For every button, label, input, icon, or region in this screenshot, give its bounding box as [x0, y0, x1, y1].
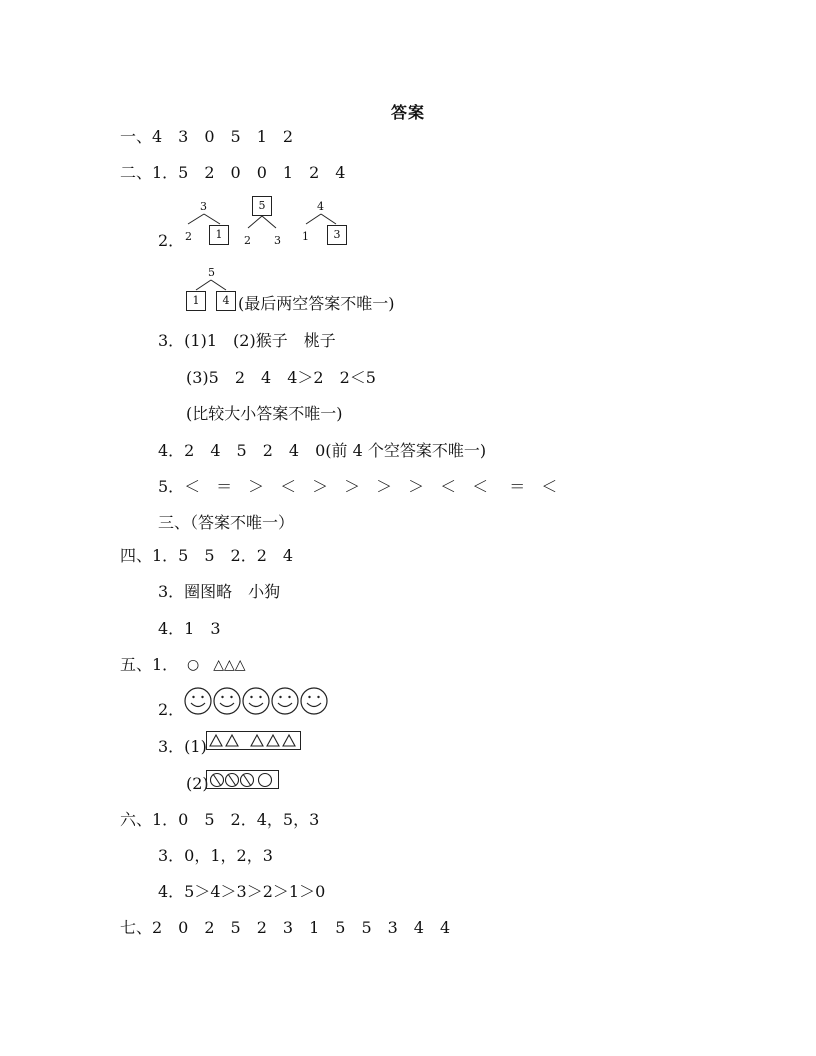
- answer-section-5-item-3-sub-2-label: (2): [186, 774, 209, 793]
- tree-1-right-box: 1: [209, 225, 229, 245]
- triangle-icon: [251, 735, 263, 746]
- answer-section-1: 一、4 3 0 5 1 2: [120, 127, 294, 146]
- triangle-icon: [283, 735, 295, 746]
- answer-section-2-item-3a: 3．(1)1 (2)猴子 桃子: [158, 331, 336, 350]
- answer-section-4-item-3: 3．圈图略 小狗: [158, 582, 281, 601]
- answer-section-4-item-1: 四、1．5 5 2．2 4: [120, 546, 294, 565]
- smiley-face-icon: [243, 688, 269, 714]
- tree-4-top: 5: [208, 266, 215, 279]
- tree-2-right: 3: [274, 234, 281, 247]
- triangle-icon: [226, 735, 238, 746]
- triangle-icon: [210, 735, 222, 746]
- answer-section-2-item-3c: (比较大小答案不唯一): [186, 404, 343, 423]
- answer-section-2-item-3b: (3)5 2 4 4＞2 2＜5: [186, 368, 376, 387]
- circle-group-box: [206, 770, 282, 792]
- tree-3-left: 1: [302, 230, 309, 243]
- answer-section-2-item-2-note: (最后两空答案不唯一): [238, 294, 395, 313]
- answer-section-2-item-5: 5．＜ ＝ ＞ ＜ ＞ ＞ ＞ ＞ ＜ ＜ ＝ ＜: [158, 477, 558, 496]
- tree-3-right-box: 3: [327, 225, 347, 245]
- tree-1-left: 2: [185, 230, 192, 243]
- answer-section-2-item-2-label: 2．: [158, 231, 185, 250]
- tree-2-branches: [240, 216, 300, 236]
- answer-section-4-item-4: 4．1 3: [158, 619, 221, 638]
- answer-section-6-item-4: 4．5＞4＞3＞2＞1＞0: [158, 882, 326, 901]
- tree-2-top-box: 5: [252, 196, 272, 216]
- answer-section-5-item-2-label: 2．: [158, 700, 185, 719]
- smiley-faces-row: [184, 686, 334, 718]
- tree-3-top: 4: [317, 200, 324, 213]
- answer-section-2-item-1: 二、1．5 2 0 0 1 2 4: [120, 163, 346, 182]
- tree-1-top: 3: [200, 200, 207, 213]
- answer-section-2-item-4: 4．2 4 5 2 4 0(前 4 个空答案不唯一): [158, 441, 487, 460]
- smiley-face-icon: [301, 688, 327, 714]
- tree-4-right-box: 4: [216, 291, 236, 311]
- answer-section-5-item-3-label: 3．(1): [158, 737, 207, 756]
- answer-section-7: 七、2 0 2 5 2 3 1 5 5 3 4 4: [120, 918, 451, 937]
- smiley-face-icon: [185, 688, 211, 714]
- triangle-icon: [267, 735, 279, 746]
- page-title: 答案: [390, 103, 425, 122]
- tree-2-left: 2: [244, 234, 251, 247]
- answer-section-5-item-1-label: 五、1．: [120, 655, 179, 674]
- tree-4-left-box: 1: [186, 291, 206, 311]
- triangle-group-box: [206, 731, 302, 753]
- smiley-face-icon: [272, 688, 298, 714]
- circle-icon: [259, 774, 272, 787]
- answer-section-6-item-1: 六、1．0 5 2．4，5，3: [120, 810, 320, 829]
- answer-section-3: 三、（答案不唯一）: [158, 513, 295, 532]
- answer-section-6-item-3: 3．0，1，2，3: [158, 846, 273, 865]
- smiley-face-icon: [214, 688, 240, 714]
- answer-section-5-item-1-shapes: ○ △△△: [187, 657, 246, 673]
